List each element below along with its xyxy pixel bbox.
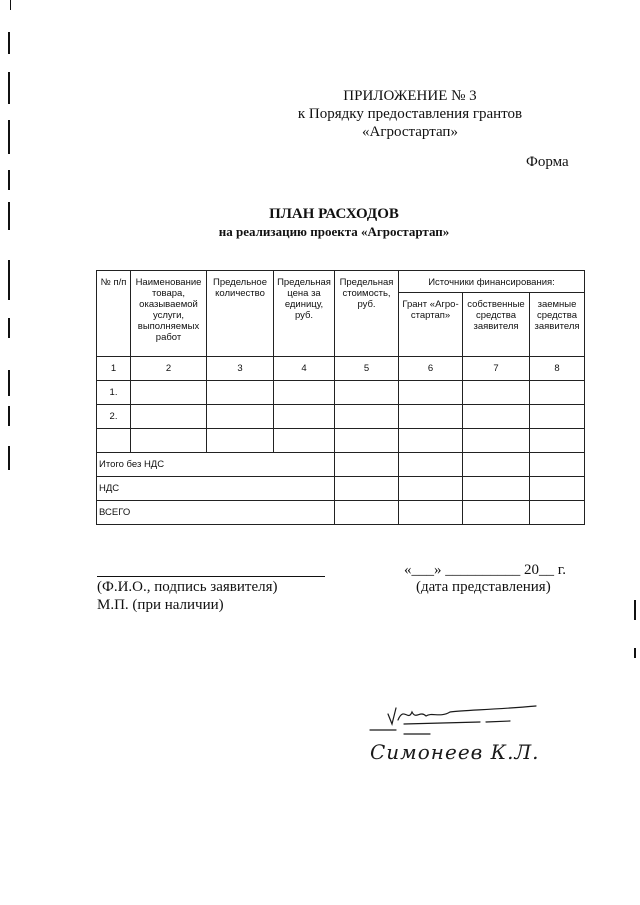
table-cell <box>335 501 399 525</box>
column-number: 7 <box>463 357 530 381</box>
row-number <box>97 429 131 453</box>
scan-margin-mark <box>8 170 10 190</box>
header-cell-quantity: Предельное количество <box>207 271 274 357</box>
table-cell <box>399 501 463 525</box>
header-cell-unit-price: Предельная цена за единицу, руб. <box>274 271 335 357</box>
table-cell <box>207 381 274 405</box>
table-cell <box>463 453 530 477</box>
scan-margin-mark <box>634 648 636 658</box>
header-cell-item-name: Наименование товара, оказываемой услуги, выполняемых работ <box>131 271 207 357</box>
table-cell <box>530 381 585 405</box>
table-cell <box>399 453 463 477</box>
column-number-row <box>97 357 585 381</box>
table-cell <box>335 429 399 453</box>
table-cell <box>463 405 530 429</box>
scan-margin-mark <box>8 32 10 54</box>
table-cell <box>131 381 207 405</box>
row-number: 1. <box>97 381 131 405</box>
table-cell <box>274 429 335 453</box>
table-row <box>97 381 585 405</box>
table-cell <box>463 501 530 525</box>
scan-margin-mark <box>8 370 10 396</box>
table-cell <box>335 381 399 405</box>
table-cell <box>399 477 463 501</box>
total-no-vat-row <box>97 453 585 477</box>
scan-margin-mark <box>8 202 10 230</box>
table-cell <box>463 429 530 453</box>
vat-row <box>97 477 585 501</box>
header-cell-total-cost: Предельная стоимость, руб. <box>335 271 399 357</box>
table-cell <box>399 429 463 453</box>
scan-margin-mark <box>8 260 10 300</box>
scan-margin-mark <box>8 446 10 470</box>
table-cell <box>335 477 399 501</box>
table-cell <box>530 477 585 501</box>
table-cell <box>207 429 274 453</box>
expense-plan-table <box>96 270 585 525</box>
table-cell <box>463 477 530 501</box>
table-cell <box>131 429 207 453</box>
grand-total-label: ВСЕГО <box>97 501 335 525</box>
column-number: 1 <box>97 357 131 381</box>
appendix-program-name: «Агростартап» <box>362 124 458 140</box>
handwritten-name: Симонеев К.Л. <box>370 740 540 764</box>
stamp-caption: М.П. (при наличии) <box>97 597 224 613</box>
header-cell-grant: Грант «Агро-стартап» <box>399 293 463 357</box>
table-cell <box>335 453 399 477</box>
table-cell <box>131 405 207 429</box>
scan-margin-mark <box>8 406 10 426</box>
table-row <box>97 429 585 453</box>
scan-margin-mark <box>8 120 10 154</box>
column-number: 5 <box>335 357 399 381</box>
column-number: 4 <box>274 357 335 381</box>
table-cell <box>530 405 585 429</box>
total-no-vat-label: Итого без НДС <box>97 453 335 477</box>
column-number: 8 <box>530 357 585 381</box>
table-cell <box>530 429 585 453</box>
form-label: Форма <box>526 154 569 170</box>
table-cell <box>530 501 585 525</box>
table-cell <box>274 405 335 429</box>
table-cell <box>399 381 463 405</box>
table-cell <box>399 405 463 429</box>
header-cell-funding-sources: Источники финансирования: <box>399 271 585 293</box>
table-cell <box>463 381 530 405</box>
scan-margin-mark <box>8 318 10 338</box>
scan-margin-mark <box>634 600 636 620</box>
column-number: 6 <box>399 357 463 381</box>
date-line: «___» __________ 20__ г. <box>404 562 566 578</box>
fio-caption: (Ф.И.О., подпись заявителя) <box>97 579 278 595</box>
vat-label: НДС <box>97 477 335 501</box>
column-number: 2 <box>131 357 207 381</box>
header-cell-loan-funds: заемные средства заявителя <box>530 293 585 357</box>
document-subtitle: на реализацию проекта «Агростартап» <box>218 224 450 239</box>
date-caption: (дата представления) <box>416 579 551 595</box>
grand-total-row <box>97 501 585 525</box>
scan-margin-mark <box>8 72 10 104</box>
table-cell <box>274 381 335 405</box>
header-cell-number: № п/п <box>97 271 131 357</box>
fio-signature-line <box>97 576 325 577</box>
table-row <box>97 405 585 429</box>
document-title: ПЛАН РАСХОДОВ <box>269 206 399 222</box>
table-cell <box>530 453 585 477</box>
row-number: 2. <box>97 405 131 429</box>
column-number: 3 <box>207 357 274 381</box>
table-cell <box>335 405 399 429</box>
table-cell <box>207 405 274 429</box>
header-cell-own-funds: собственные средства заявителя <box>463 293 530 357</box>
appendix-title: ПРИЛОЖЕНИЕ № 3 <box>343 88 477 104</box>
scan-margin-mark <box>10 0 11 10</box>
appendix-reference: к Порядку предоставления грантов <box>297 106 523 122</box>
